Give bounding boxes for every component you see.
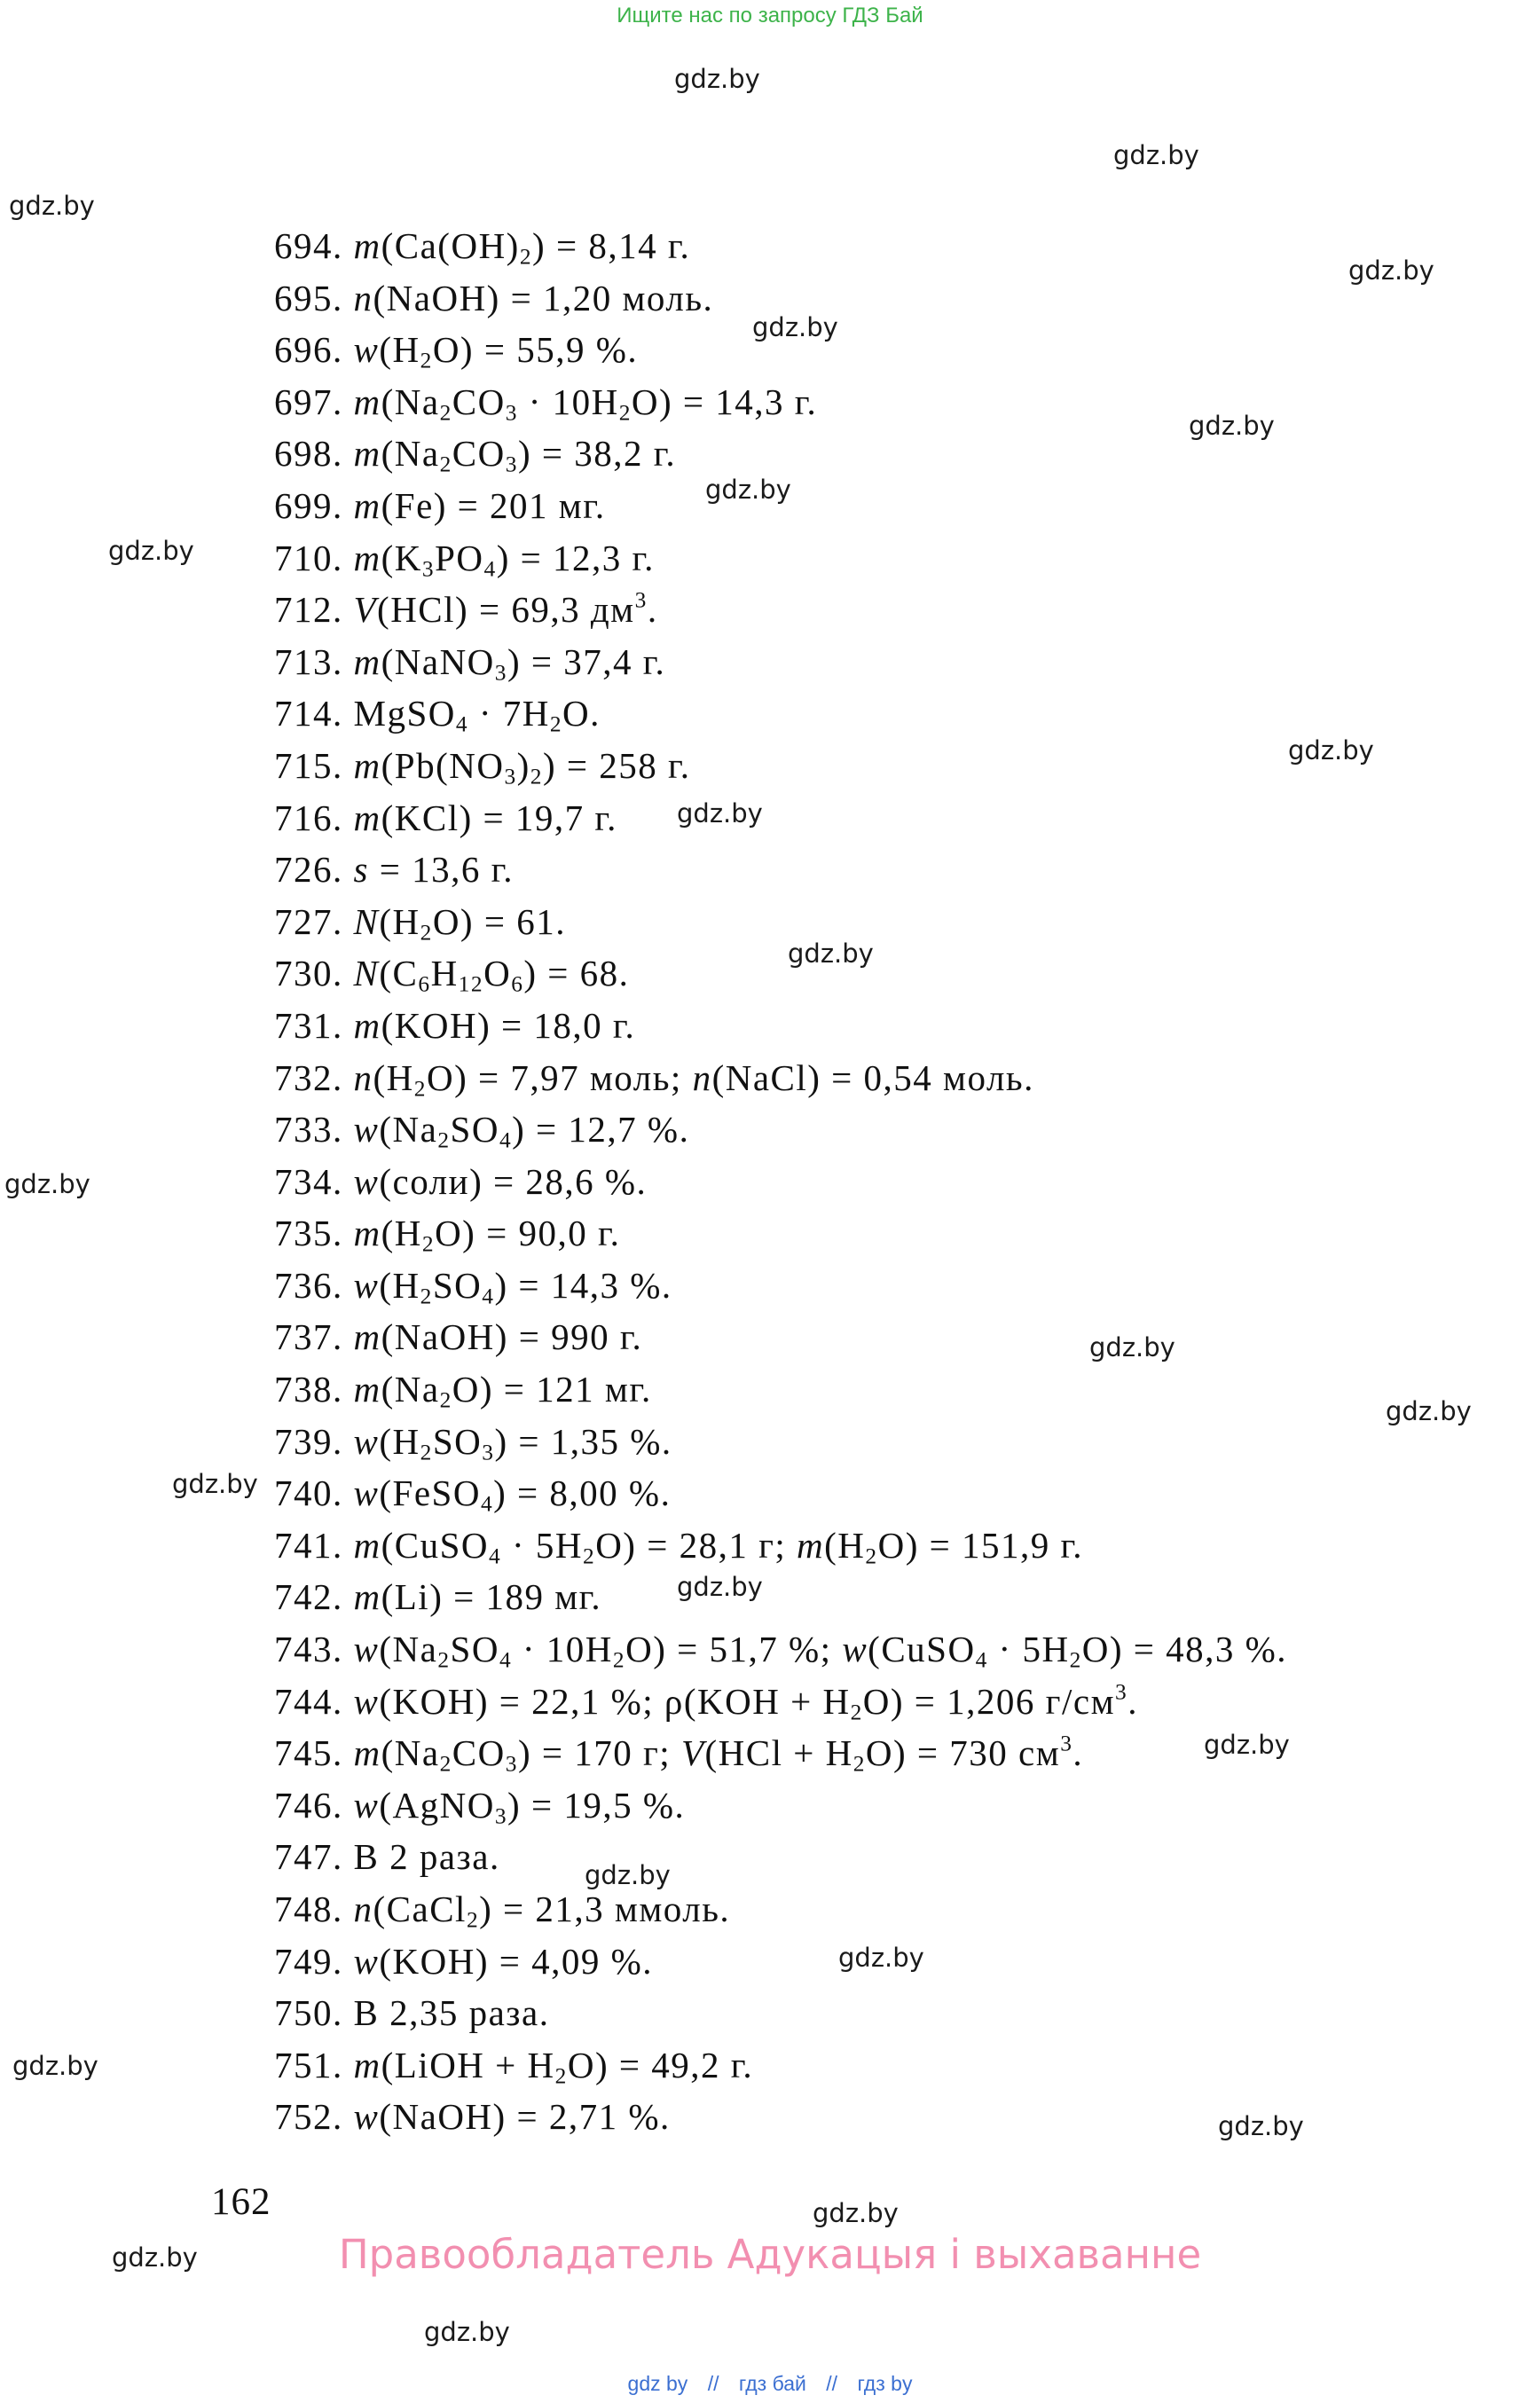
watermark: gdz.by	[788, 938, 874, 969]
link-separator: //	[826, 2372, 838, 2395]
answer-number: 747.	[274, 1836, 343, 1878]
answer-number: 737.	[274, 1316, 343, 1358]
answer-number: 750.	[274, 1992, 343, 2034]
answer-row	[274, 1416, 1454, 1468]
answer-row	[274, 1520, 1454, 1572]
answer-text: $w(Na_2SO_4) = 12,7$ %.	[353, 1109, 690, 1153]
answer-text: $N(H_2O) = 61$.	[353, 900, 566, 946]
answer-text: $w(Na_2SO_4 \cdot 10H_2O) = 51,7$ %; w(CuSO$_4$ · $5H_2O) = 48,3$ %.	[353, 1629, 1288, 1673]
watermark: gdz.by	[1189, 411, 1275, 441]
answer-row	[274, 2091, 1454, 2143]
answer-number: 738.	[274, 1369, 343, 1410]
answer-number: 740.	[274, 1472, 343, 1514]
answer-text: m(KCl) = 19,7 г.	[353, 797, 617, 838]
answer-row	[274, 636, 1454, 688]
answer-text: $m(H_2O) = 90,0$ г.	[353, 1213, 621, 1257]
answer-number: 748.	[274, 1889, 343, 1929]
watermark: gdz.by	[585, 1860, 671, 1890]
answer-row	[274, 1987, 1454, 2039]
answer-row	[274, 272, 1454, 325]
answer-number: 714.	[274, 693, 343, 734]
answer-text: $w(H_2SO_3) = 1,35$ %.	[353, 1420, 672, 1465]
watermark: gdz.by	[1288, 735, 1374, 766]
answer-number: 745.	[274, 1732, 343, 1774]
answer-row	[274, 1676, 1454, 1728]
watermark: gdz.by	[677, 1572, 763, 1602]
answer-number: 733.	[274, 1109, 343, 1150]
answer-text: MgSO$_4$ · $7H_2O$.	[353, 693, 601, 737]
watermark: gdz.by	[813, 2198, 899, 2228]
answer-row	[274, 1207, 1454, 1260]
answer-text: m(Li) = 189 мг.	[353, 1576, 602, 1618]
answer-number: 715.	[274, 744, 343, 786]
answer-number: 698.	[274, 433, 343, 475]
watermark: gdz.by	[1218, 2111, 1304, 2141]
answer-number: 732.	[274, 1056, 343, 1098]
answer-text: $m(Na_2CO_3) = 38,2$ г.	[353, 433, 677, 477]
answer-row	[274, 428, 1454, 480]
answer-text: w(AgNO$_3$) = 19,5 %.	[353, 1784, 686, 1829]
answer-text: $w(H_2SO_4) = 14,3$ %.	[353, 1264, 672, 1309]
answer-row	[274, 1363, 1454, 1416]
answer-text: $N(C_6H_{12}O_6) = 68$.	[353, 953, 630, 997]
watermark: gdz.by	[1089, 1332, 1175, 1362]
watermark: gdz.by	[424, 2317, 510, 2347]
answer-number: 742.	[274, 1576, 343, 1618]
answer-row	[274, 792, 1454, 844]
answer-number: 695.	[274, 277, 343, 318]
answer-number: 699.	[274, 484, 343, 526]
answer-number: 713.	[274, 640, 343, 682]
link-gdz-by[interactable]: gdz by	[627, 2372, 688, 2395]
answer-row	[274, 584, 1454, 636]
top-banner[interactable]: Ищите нас по запросу ГДЗ Бай	[617, 4, 923, 27]
answer-text: $m(Na_2CO_3 \cdot 10H_2O) = 14,3$ г.	[353, 381, 818, 426]
answer-number: 739.	[274, 1420, 343, 1462]
answer-row	[274, 532, 1454, 585]
answer-text: w(NaOH) = 2,71 %.	[353, 2096, 671, 2138]
watermark: gdz.by	[752, 312, 838, 342]
answer-row	[274, 1467, 1454, 1520]
watermark: gdz.by	[9, 191, 95, 221]
answer-number: 736.	[274, 1264, 343, 1306]
answer-number: 694.	[274, 225, 343, 266]
answer-row	[274, 1052, 1454, 1104]
answer-row	[274, 687, 1454, 740]
answer-number: 697.	[274, 381, 343, 422]
answer-number: 746.	[274, 1784, 343, 1826]
answer-text: n(CaCl$_2$) = 21,3 ммоль.	[353, 1889, 731, 1933]
watermark: gdz.by	[1348, 255, 1434, 286]
answer-row	[274, 896, 1454, 948]
answer-number: 735.	[274, 1213, 343, 1254]
answer-row	[274, 1936, 1454, 1988]
answer-text: В 2 раза.	[353, 1836, 500, 1878]
answer-number: 734.	[274, 1160, 343, 1202]
watermark: gdz.by	[12, 2051, 98, 2081]
watermark: gdz.by	[4, 1169, 90, 1199]
answer-number: 749.	[274, 1940, 343, 1982]
answer-row	[274, 1779, 1454, 1832]
watermark: gdz.by	[838, 1943, 924, 1973]
watermark: gdz.by	[677, 798, 763, 828]
answer-text: $m(K_3PO_4) = 12,3$ г.	[353, 537, 655, 581]
answer-text: w(соли) = 28,6 %.	[353, 1160, 648, 1202]
answer-text: m(NaOH) = 990 г.	[353, 1316, 643, 1358]
answer-text: $m(Pb(NO_3)_2) = 258$ г.	[353, 744, 691, 789]
watermark: gdz.by	[108, 536, 194, 566]
answer-row	[274, 740, 1454, 792]
answer-number: 696.	[274, 329, 343, 371]
answer-number: 710.	[274, 537, 343, 578]
watermark: gdz.by	[1204, 1730, 1290, 1760]
answer-text: m(KOH) = 18,0 г.	[353, 1004, 636, 1046]
answer-text: $m(Na_2CO_3) = 170$ г; $V(HCl + H_2O) = 730$ $см^3$.	[353, 1731, 1084, 1777]
answer-text: В 2,35 раза.	[353, 1992, 550, 2034]
answer-text: w(KOH) = 22,1 %; $\rho(KOH + H_2O) = 1,206$ $г/см^3$.	[353, 1679, 1138, 1724]
answer-number: 741.	[274, 1524, 343, 1566]
answer-text: $n(H_2O) = 7,97$ моль; n(NaCl) = 0,54 моль.	[353, 1056, 1034, 1101]
watermark: gdz.by	[705, 475, 791, 505]
answer-text: w(FeSO$_4$) = 8,00 %.	[353, 1472, 672, 1517]
answer-number: 752.	[274, 2096, 343, 2138]
answer-row	[274, 1727, 1454, 1779]
answer-number: 716.	[274, 797, 343, 838]
watermark: gdz.by	[674, 64, 760, 94]
page-number: 162	[211, 2181, 271, 2223]
answer-text: $m(Ca(OH)_2) = 8,14$ г.	[353, 225, 691, 270]
answer-number: 730.	[274, 953, 343, 994]
answer-number: 726.	[274, 849, 343, 891]
answer-text: m(LiOH + $H_2O) = 49,2$ г.	[353, 2044, 754, 2089]
answer-number: 727.	[274, 900, 343, 942]
answer-row	[274, 1103, 1454, 1156]
answer-row	[274, 480, 1454, 532]
answer-row	[274, 376, 1454, 428]
answer-row	[274, 1883, 1454, 1936]
answer-row	[274, 1623, 1454, 1676]
answer-number: 712.	[274, 589, 343, 631]
watermark: gdz.by	[1113, 140, 1199, 170]
answer-row	[274, 844, 1454, 896]
answer-number: 731.	[274, 1004, 343, 1046]
answer-text: V(HCl) = 69,3 $дм^3$.	[353, 587, 658, 631]
watermark: gdz.by	[172, 1469, 258, 1499]
answer-text: $m(Na_2O) = 121$ мг.	[353, 1369, 652, 1413]
answer-row	[274, 1156, 1454, 1208]
answer-text: m(Fe) = 201 мг.	[353, 484, 606, 526]
link-gdz-by-2[interactable]: гдз by	[857, 2372, 913, 2395]
answer-text: $w(H_2O) = 55,9$ %.	[353, 329, 639, 373]
answer-row	[274, 220, 1454, 272]
answer-text: m(CuSO$_4$ · $5H_2O) = 28,1$ г; $m(H_2O) = 151,9$ г.	[353, 1524, 1083, 1569]
answer-text: n(NaOH) = 1,20 моль.	[353, 277, 714, 318]
bottom-links	[0, 2372, 1540, 2396]
link-separator: //	[707, 2372, 719, 2395]
answer-number: 751.	[274, 2044, 343, 2085]
answer-text: s = 13,6 г.	[353, 849, 515, 891]
answer-text: m(NaNO$_3$) = 37,4 г.	[353, 640, 666, 686]
answers-list	[274, 220, 1454, 2143]
watermark: gdz.by	[1386, 1396, 1472, 1426]
answer-row	[274, 1260, 1454, 1312]
answer-text: w(KOH) = 4,09 %.	[353, 1940, 654, 1982]
link-gdz-bai[interactable]: гдз бай	[738, 2372, 806, 2395]
answer-number: 743.	[274, 1629, 343, 1670]
answer-row	[274, 947, 1454, 1000]
answer-row	[274, 1831, 1454, 1883]
answer-number: 744.	[274, 1680, 343, 1722]
answer-row	[274, 1311, 1454, 1363]
answer-row	[274, 1571, 1454, 1623]
answer-row	[274, 324, 1454, 376]
answer-row	[274, 2039, 1454, 2092]
answer-row	[274, 1000, 1454, 1052]
copyright-notice: Правообладатель Адукацыя і выхаванне	[338, 2231, 1202, 2278]
watermark: gdz.by	[112, 2242, 198, 2273]
